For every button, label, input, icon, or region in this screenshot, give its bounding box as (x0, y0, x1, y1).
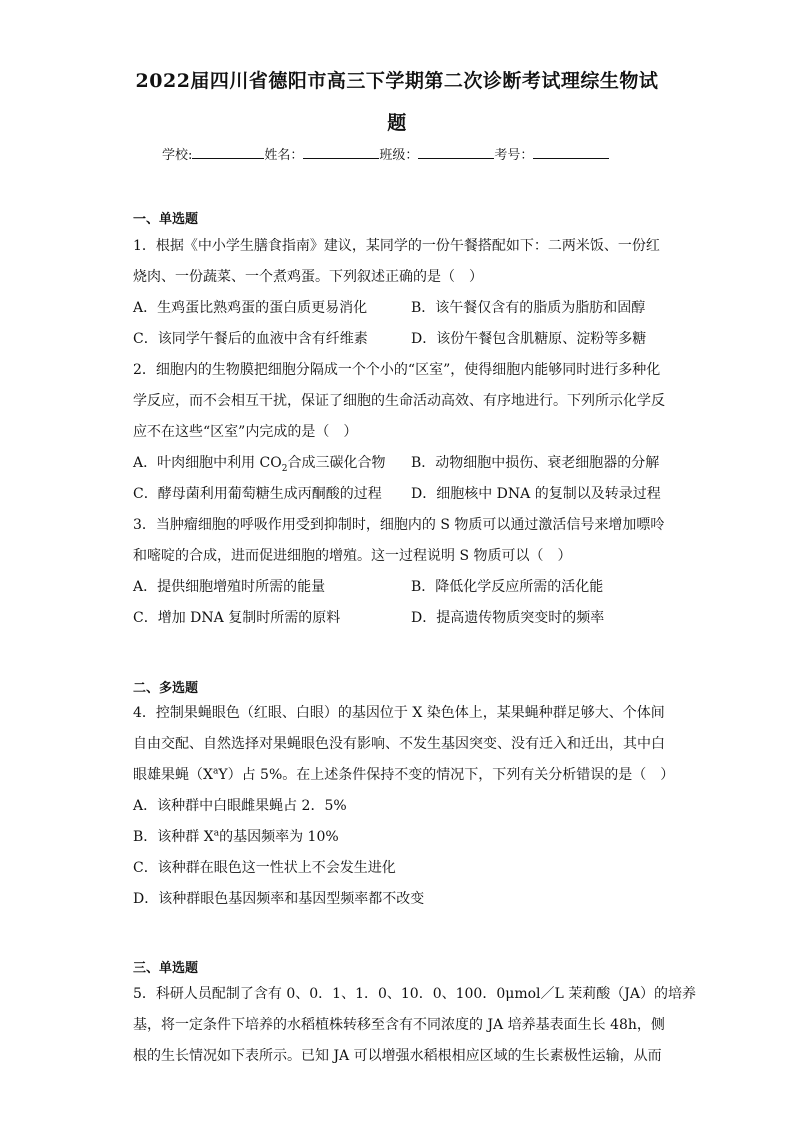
q4-line3-post: Y）占 5%。在上述条件保持不变的情况下，下列有关分析错误的是（ ） (218, 767, 675, 783)
class-label: 班级： (379, 148, 419, 163)
q2-option-b[interactable]: B．动物细胞中损伤、衰老细胞器的分解 (411, 455, 660, 471)
q2-option-a-pre: A．叶肉细胞中利用 CO (133, 455, 282, 471)
q1-stem-line-1: 1．根据《中小学生膳食指南》建议，某同学的一份午餐搭配如下：二两米饭、一份红 (133, 238, 660, 254)
q3-option-b[interactable]: B．降低化学反应所需的活化能 (411, 579, 604, 595)
q2-option-d[interactable]: D．细胞核中 DNA 的复制以及转录过程 (411, 486, 661, 502)
class-blank[interactable] (418, 146, 494, 159)
page-title-line-2: 题 (387, 112, 407, 134)
q4-option-b[interactable] (133, 826, 339, 846)
q3-stem-line-2: 和嘧啶的合成，进而促进细胞的增殖。这一过程说明 S 物质可以（ ） (133, 548, 572, 564)
q2-stem-line-1: 2．细胞内的生物膜把细胞分隔成一个个小的“区室”，使得细胞内能够同时进行多种化 (133, 362, 661, 378)
page-title-line-1: 2022届四川省德阳市高三下学期第二次诊断考试理综生物试 (135, 70, 659, 92)
section-heading-3: 三、单选题 (133, 961, 199, 976)
q5-stem-line-2: 基，将一定条件下培养的水稻植株转移至含有不同浓度的 JA 培养基表面生长 48h，侧 (133, 1017, 665, 1033)
q2-option-a[interactable] (133, 452, 385, 474)
q4-stem-line-3 (133, 764, 674, 784)
name-blank[interactable] (303, 146, 379, 159)
section-heading-1: 一、单选题 (133, 212, 199, 227)
q4-option-b-post: 的基因频率为 10% (219, 829, 339, 845)
q3-option-c[interactable]: C．增加 DNA 复制时所需的原料 (133, 610, 341, 626)
q3-stem-line-1: 3．当肿瘤细胞的呼吸作用受到抑制时，细胞内的 S 物质可以通过激活信号来增加嘌呤 (133, 517, 665, 533)
q4-line3-pre: 眼雄果蝇（X (133, 767, 213, 783)
number-label: 考号： (494, 148, 534, 163)
school-label: 学校: (162, 148, 193, 163)
q2-stem-line-2: 学反应，而不会相互干扰，保证了细胞的生命活动高效、有序地进行。下列所示化学反 (133, 393, 665, 409)
q2-option-c[interactable]: C．酵母菌利用葡萄糖生成丙酮酸的过程 (133, 486, 382, 502)
q4-option-a[interactable]: A．该种群中白眼雌果蝇占 2．5% (133, 798, 347, 814)
q4-line3-sup: a (212, 766, 219, 777)
student-info-row (162, 144, 609, 163)
q1-option-a[interactable]: A．生鸡蛋比熟鸡蛋的蛋白质更易消化 (133, 300, 368, 316)
q2-option-a-post: 合成三碳化合物 (287, 455, 386, 471)
name-label: 姓名： (264, 148, 304, 163)
school-blank[interactable] (192, 146, 264, 159)
q1-option-b[interactable]: B．该午餐仅含有的脂质为脂肪和固醇 (411, 300, 646, 316)
q1-option-c[interactable]: C．该同学午餐后的血液中含有纤维素 (133, 331, 368, 347)
q4-option-d[interactable]: D．该种群眼色基因频率和基因型频率都不改变 (133, 891, 425, 907)
q2-option-a-sub: 2 (281, 463, 288, 474)
q4-option-c[interactable]: C．该种群在眼色这一性状上不会发生进化 (133, 860, 396, 876)
q1-option-d[interactable]: D．该份午餐包含肌糖原、淀粉等多糖 (411, 331, 647, 347)
q4-stem-line-1: 4．控制果蝇眼色（红眼、白眼）的基因位于 X 染色体上，某果蝇种群足够大、个体间 (133, 705, 665, 721)
q3-option-d[interactable]: D．提高遗传物质突变时的频率 (411, 610, 605, 626)
q2-stem-line-3: 应不在这些“区室”内完成的是（ ） (133, 424, 358, 440)
number-blank[interactable] (533, 146, 609, 159)
q5-stem-line-1: 5．科研人员配制了含有 0、0．1、1．0、10．0、100．0μmol／L 茉莉酸（JA）的培养 (133, 986, 696, 1002)
q1-stem-line-2: 烧肉、一份蔬菜、一个煮鸡蛋。下列叙述正确的是（ ） (133, 269, 483, 285)
section-heading-2: 二、多选题 (133, 681, 199, 696)
q4-stem-line-2: 自由交配、自然选择对果蝇眼色没有影响、不发生基因突变、没有迁入和迁出，其中白 (133, 736, 665, 752)
q4-option-b-pre: B．该种群 X (133, 829, 214, 845)
q3-option-a[interactable]: A．提供细胞增殖时所需的能量 (133, 579, 326, 595)
q4-option-b-sup: a (213, 828, 220, 839)
q5-stem-line-3: 根的生长情况如下表所示。已知 JA 可以增强水稻根相应区域的生长素极性运输，从而 (133, 1048, 662, 1064)
